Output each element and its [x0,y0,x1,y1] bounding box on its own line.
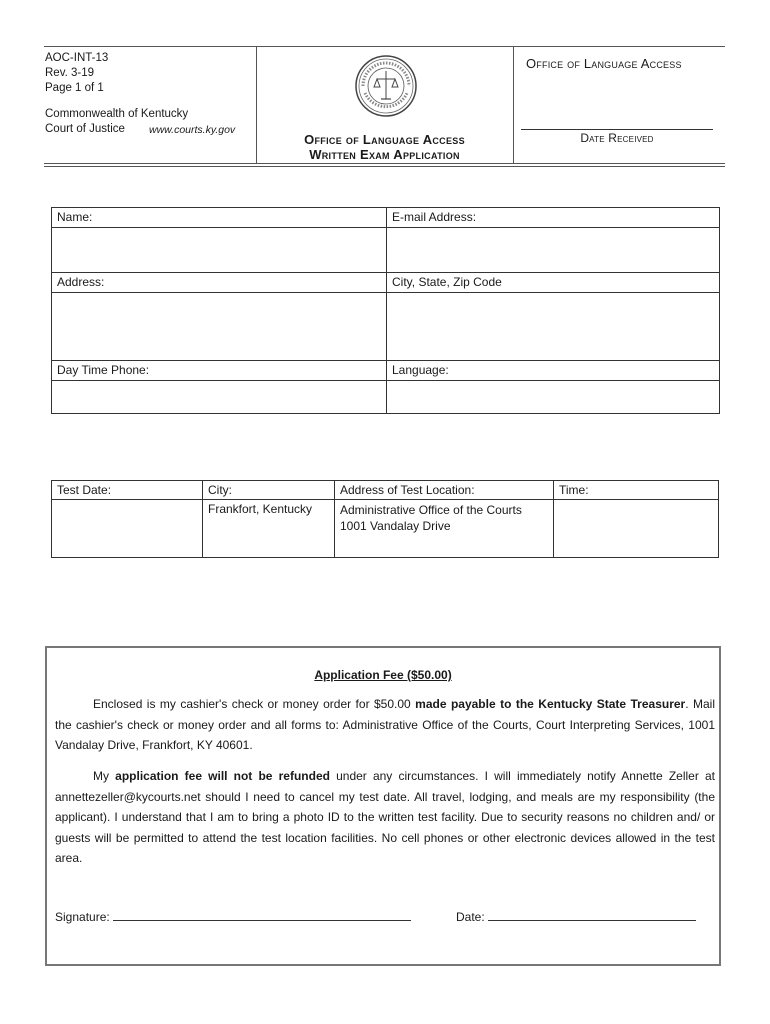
time-field[interactable] [554,500,719,558]
test-address-line-1: Administrative Office of the Courts [340,503,522,517]
fee-paragraph-1 [55,694,715,756]
fee-p2-text-b: application fee will not be refunded [115,769,330,783]
website-link[interactable]: www.courts.ky.gov [149,124,236,136]
form-title-line-1: Office of Language Access [304,132,465,147]
city-label: City: [203,481,335,500]
address-label: Address: [52,273,387,293]
org-line-2: Court of Justice [45,123,125,135]
org-line-1: Commonwealth of Kentucky [45,108,189,120]
fee-p1-text-a: Enclosed is my cashier's check or money order for $50.00 [93,697,416,711]
phone-label: Day Time Phone: [52,361,387,381]
name-label: Name: [52,208,387,228]
form-revision: Rev. 3-19 [45,67,95,79]
kentucky-seal-icon [355,55,417,117]
fee-p1-text-c: . Mail the cashier's check or money order and all forms to: Administrative Office of the Courts, Court Interpreting Services, 1001 Vandalay Drive, Frankfort, KY 40601. [55,697,715,752]
header-bottom-rule [44,163,725,164]
fee-p2-text-c: under any circumstances. I will immediately notify Annette Zeller at annettezeller@kycourts.net should I need to cancel my test date. All travel, lodging, and meals are my responsibility (the applicant). I understand that I am to bring a photo ID to the written test facility. Due to security reasons no children and/ or guests will be permitted to attend the test location facilities. No cell phones or other electronic devices allowed in the test area. [55,769,715,865]
test-info-table [51,480,719,558]
signature-field[interactable] [113,908,411,921]
date-field[interactable] [488,908,696,921]
form-page-number: Page 1 of 1 [45,82,104,94]
time-label: Time: [554,481,719,500]
email-label: E-mail Address: [387,208,720,228]
signature-row [55,908,411,924]
test-date-label: Test Date: [52,481,203,500]
header-divider-right [513,46,514,163]
fee-title: Application Fee ($50.00) [314,668,452,682]
test-address-line-2: 1001 Vandalay Drive [340,519,451,533]
date-received-line [521,129,713,130]
date-label: Date: [456,910,485,924]
test-address-value [335,500,554,558]
applicant-info-table [51,207,720,414]
form-title-line-2: Written Exam Application [309,147,460,162]
office-label: Office of Language Access [526,56,682,71]
test-date-field[interactable] [52,500,203,558]
fee-p2-text-a: My [93,769,116,783]
language-field[interactable] [387,381,720,414]
signature-label: Signature: [55,910,110,924]
phone-field[interactable] [52,381,387,414]
form-id: AOC-INT-13 [45,52,109,64]
city-value: Frankfort, Kentucky [203,500,335,558]
email-field[interactable] [387,228,720,273]
fee-p1-text-b: made payable to the Kentucky State Treasurer [415,697,686,711]
address-field[interactable] [52,293,387,361]
header-bottom-rule-2 [44,166,725,167]
application-fee-box [45,646,721,966]
date-row [456,908,696,924]
date-received-label: Date Received [580,131,654,145]
test-address-label: Address of Test Location: [335,481,554,500]
fee-paragraph-2 [55,766,715,869]
header-top-rule [44,46,725,47]
city-state-zip-label: City, State, Zip Code [387,273,720,293]
language-label: Language: [387,361,720,381]
name-field[interactable] [52,228,387,273]
city-state-zip-field[interactable] [387,293,720,361]
